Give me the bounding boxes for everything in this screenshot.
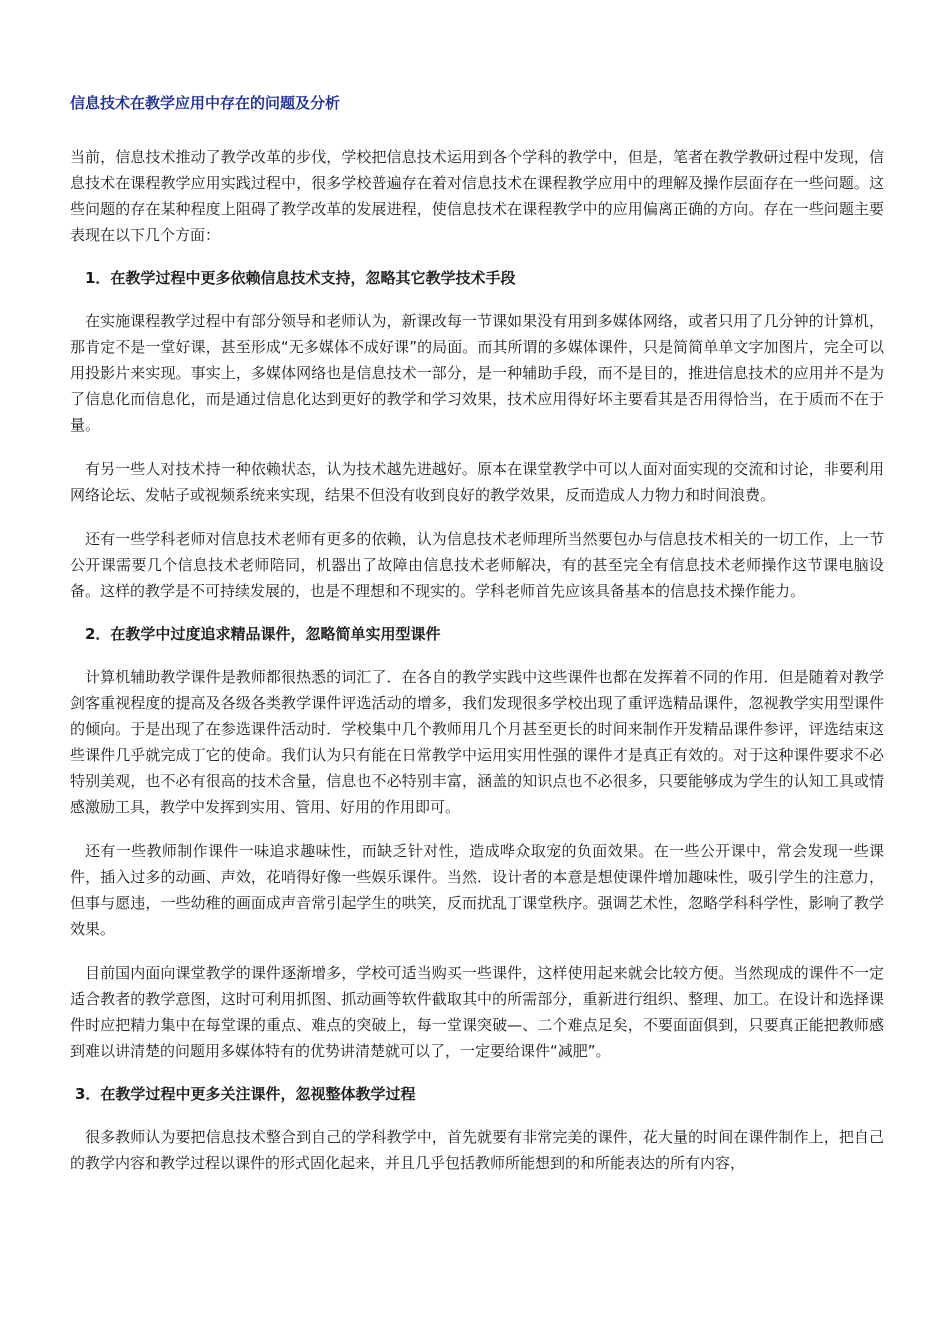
section-2-paragraph-2: 还有一些教师制作课件一味追求趣味性，而缺乏针对性，造成哗众取宠的负面效果。在一些公开课中，常会发现一些课件，插入过多的动画、声效，花哨得好像一些娱乐课件。当然．设计者的本意是想使课件增加趣味性，吸引学生的注意力，但事与愿违，一些幼稚的画面成声音常引起学生的哄笑，反而扰乱丁课堂秩序。强调艺术性，忽略学科科学性，影响了教学效果。 bbox=[70, 842, 884, 938]
section-1-paragraph-3: 还有一些学科老师对信息技术老师有更多的依赖，认为信息技术老师理所当然要包办与信息技术相关的一切工作，上一节公开课需要几个信息技术老师陪同，机器出了故障由信息技术老师解决，有的甚至完全有信息技术老师操作这节课电脑设备。这样的教学是不可持续发展的，也是不理想和不现实的。学科老师首先应该具备基本的信息技术操作能力。 bbox=[70, 530, 884, 600]
section-3-paragraph-1: 很多教师认为要把信息技术整合到自己的学科教学中，首先就要有非常完美的课件，花大量的时间在课件制作上，把自己的教学内容和教学过程以课件的形式固化起来，并且几乎包括教师所能想到的和所能表达的所有内容， bbox=[70, 1128, 884, 1172]
section-2-paragraph-3: 目前国内面向课堂教学的课件逐渐增多，学校可适当购买一些课件，这样使用起来就会比较方便。当然现成的课件不一定适合教者的教学意图，这时可利用抓图、抓动画等软件截取其中的所需部分，重新进行组织、整理、加工。在设计和选择课件时应把精力集中在每堂课的重点、难点的突破上，每一堂课突破—、二个难点足矣，不要面面俱到，只要真正能把教师感到难以讲清楚的问题用多媒体特有的优势讲清楚就可以了，一定要给课件“减肥”。 bbox=[70, 964, 884, 1060]
intro-paragraph: 当前，信息技术推动了教学改革的步伐，学校把信息技术运用到各个学科的教学中，但是，笔者在教学教研过程中发现，信息技术在课程教学应用实践过程中，很多学校普遍存在着对信息技术在课程教学应用中的理解及操作层面存在一些问题。这些问题的存在某种程度上阻碍了教学改革的发展进程，使信息技术在课程教学中的应用偏离正确的方向。存在一些问题主要表现在以下几个方面： bbox=[70, 148, 884, 244]
document-page bbox=[70, 92, 884, 1194]
section-1-paragraph-2: 有另一些人对技术持一种依赖状态，认为技术越先进越好。原本在课堂教学中可以人面对面实现的交流和讨论，非要利用网络论坛、发帖子或视频系统来实现，结果不但没有收到良好的教学效果，反而造成人力物力和时间浪费。 bbox=[70, 460, 884, 504]
section-1-paragraph-1: 在实施课程教学过程中有部分领导和老师认为，新课改每一节课如果没有用到多媒体网络，或者只用了几分钟的计算机，那肯定不是一堂好课，甚至形成“无多媒体不成好课”的局面。而其所谓的多媒体课件，只是简简单单文字加图片，完全可以用投影片来实现。事实上，多媒体网络也是信息技术一部分，是一种辅助手段，而不是目的，推进信息技术的应用并不是为了信息化而信息化，而是通过信息化达到更好的教学和学习效果，技术应用得好坏主要看其是否用得恰当，在于质而不在于量。 bbox=[70, 312, 884, 434]
section-3-heading: 3．在教学过程中更多关注课件，忽视整体教学过程 bbox=[75, 1085, 416, 1103]
section-2-heading: 2．在教学中过度追求精品课件，忽略简单实用型课件 bbox=[85, 625, 441, 643]
document-title: 信息技术在教学应用中存在的问题及分析 bbox=[70, 94, 341, 112]
section-1-heading: 1．在教学过程中更多依赖信息技术支持，忽略其它教学技术手段 bbox=[85, 269, 516, 287]
section-2-paragraph-1: 计算机辅助教学课件是教师都很热悉的词汇了．在各自的教学实践中这些课件也都在发挥着不同的作用．但是随着对教学剑客重视程度的提高及各级各类教学课件评选活动的增多，我们发现很多学校出现了重评选精品课件，忽视教学实用型课件的倾向。于是出现了在参选课件活动时．学校集中几个教师用几个月甚至更长的时间来制作开发精品课件参评，评选结束这些课件几乎就完成丁它的使命。我们认为只有能在日常教学中运用实用性强的课件才是真正有效的。对于这种课件要求不必特别美观，也不必有很高的技术含量，信息也不必特别丰富，涵盖的知识点也不必很多，只要能够成为学生的认知工具或情感激励工具，教学中发挥到实用、管用、好用的作用即可。 bbox=[70, 668, 884, 816]
